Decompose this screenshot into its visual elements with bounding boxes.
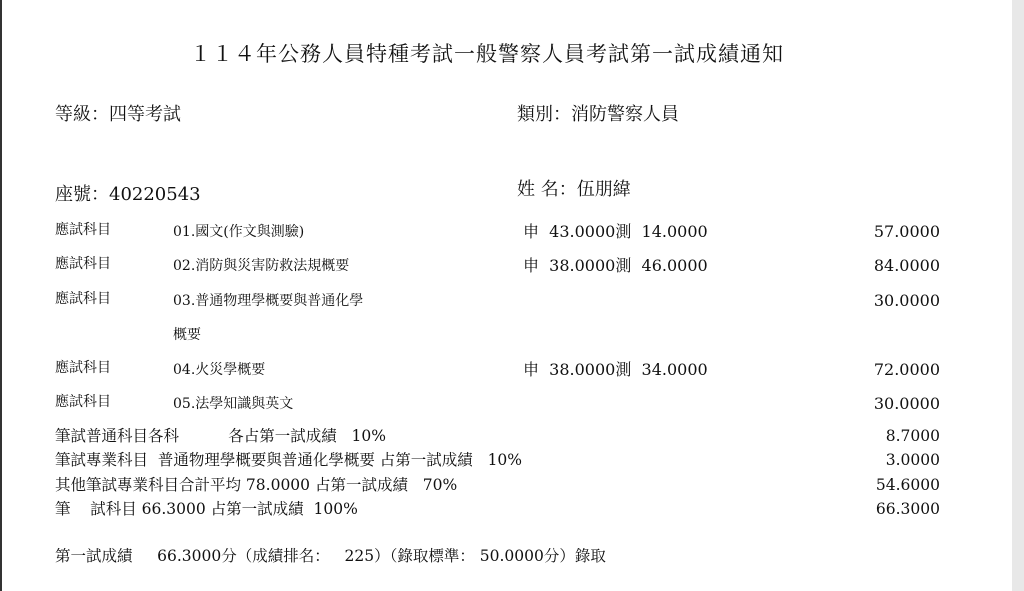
subject-label: 應試科目 [55,222,111,238]
summary-score: 8.7000 [885,427,940,445]
subject-score: 30.0000 [873,394,940,413]
subject-name: 05.法學知識與英文 [173,396,294,412]
final-result: 第一試成績 66.3000分（成績排名： 225）（錄取標準： 50.0000分）錄取 [55,547,606,565]
subject-label: 應試科目 [55,360,111,376]
subject-detail: 申 38.0000測 46.0000 [523,256,708,275]
page-right-margin [1012,0,1024,591]
page-left-border [0,0,2,591]
subject-detail: 申 43.0000測 14.0000 [523,222,708,241]
subject-name: 03.普通物理學概要與普通化學 [173,293,364,309]
subject-name: 04.火災學概要 [173,362,266,378]
subject-name-continued: 概要 [173,327,201,343]
exam-level: 等級：四等考試 [55,104,181,125]
summary-score: 54.6000 [875,476,940,494]
page-title: １１４年公務人員特種考試一般警察人員考試第一試成績通知 [190,42,784,66]
subject-label: 應試科目 [55,291,111,307]
summary-line: 筆試普通科目各科 各占第一試成績 10% [55,427,387,445]
summary-score: 66.3000 [875,500,940,518]
subject-detail: 申 38.0000測 34.0000 [523,360,708,379]
subject-score: 72.0000 [873,360,940,379]
summary-line: 筆試專業科目 普通物理學概要與普通化學概要 占第一試成績 10% [55,451,523,469]
seat-number: 座號：40220543 [55,184,201,205]
subject-name: 01.國文(作文與測驗) [173,224,305,240]
summary-line: 筆 試科目 66.3000 占第一試成績 100% [55,500,358,518]
subject-score: 84.0000 [873,256,940,275]
subject-score: 30.0000 [873,291,940,310]
exam-category: 類別：消防警察人員 [517,104,679,125]
subject-label: 應試科目 [55,394,111,410]
summary-score: 3.0000 [885,451,940,469]
summary-line: 其他筆試專業科目合計平均 78.0000 占第一試成績 70% [55,476,458,494]
subject-name: 02.消防與災害防救法規概要 [173,258,350,274]
candidate-name: 姓 名：伍朋緯 [517,179,631,200]
subject-score: 57.0000 [873,222,940,241]
subject-label: 應試科目 [55,256,111,272]
